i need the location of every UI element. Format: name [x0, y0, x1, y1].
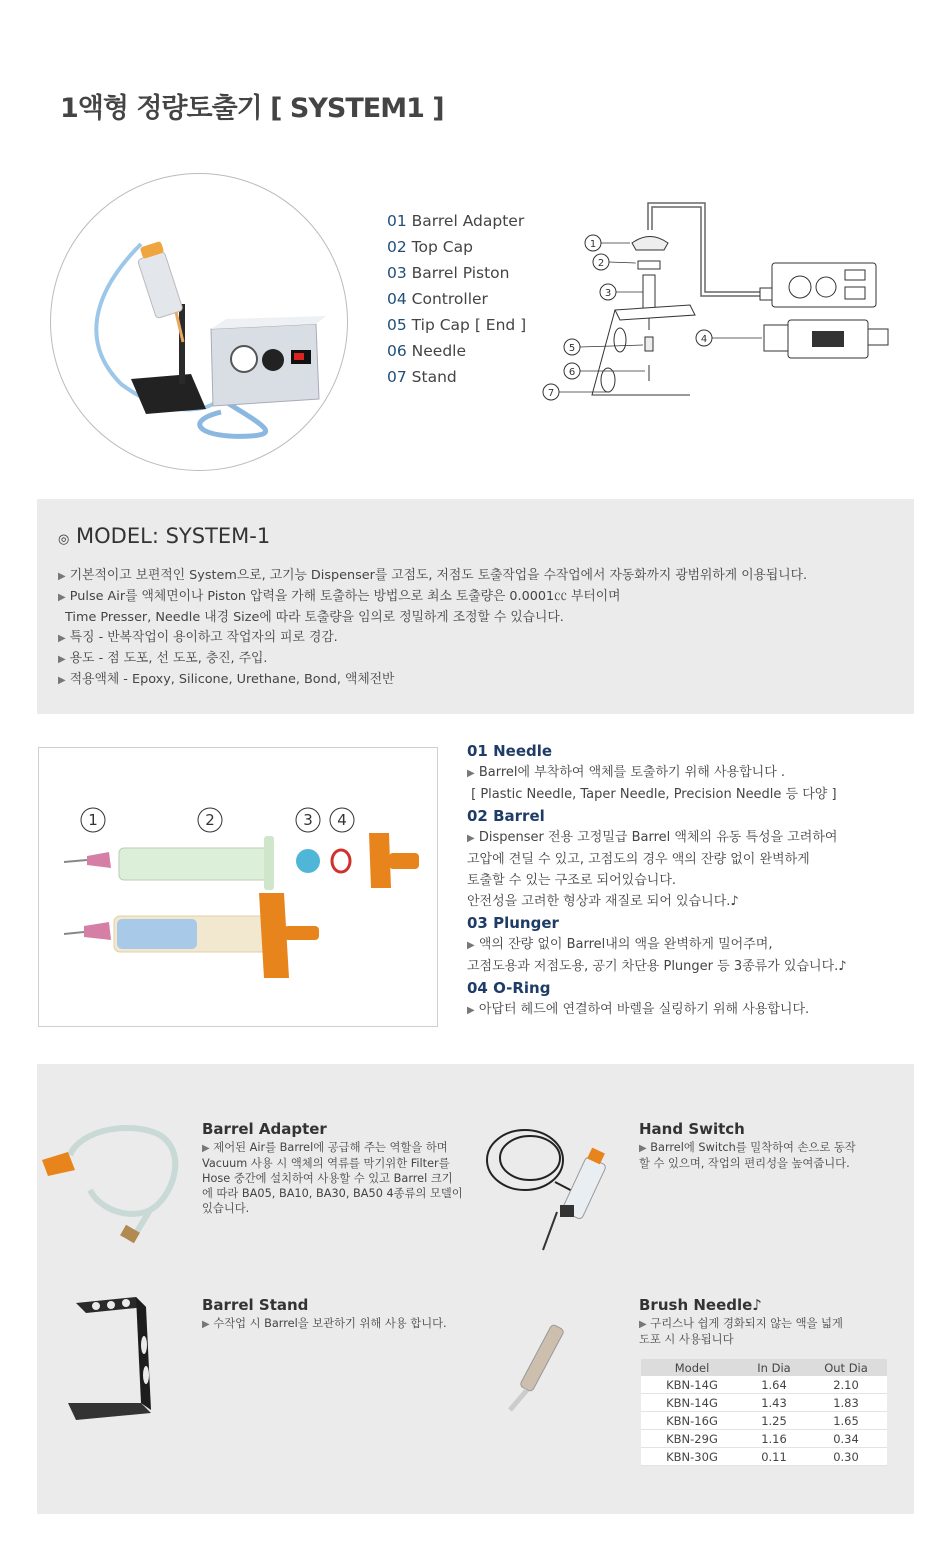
- brush-needle-table: [641, 1359, 887, 1466]
- barrel-adapter-image: [40, 1110, 190, 1254]
- system-diagram: [540, 195, 910, 424]
- table-row: KBN-14G 1.43 1.83: [641, 1394, 887, 1412]
- component-line: ▶ Barrel에 부착하여 액체를 토출하기 위해 사용합니다 .: [467, 765, 786, 780]
- component-heading: 04 O-Ring: [467, 979, 551, 997]
- component-line: 고점도용과 저점도용, 공기 차단용 Plunger 등 3종류가 있습니다.♪: [467, 959, 847, 974]
- component-number: 1: [88, 811, 98, 829]
- model-title: ◎ MODEL: SYSTEM-1: [58, 524, 271, 548]
- barrel-stand-image: [66, 1295, 166, 1429]
- barrel-adapter-text: ▶ 제어된 Air를 Barrel에 공급해 주는 역할을 하며 Vacuum 사용 시 액체의 역류를 막기위한 Filter를 Hose 중간에 설치하여 사용할 수 있고 Barrel 크기 에 따라 BA05, BA10, BA30, BA50 4종류의 모델이 있습니다.: [202, 1141, 463, 1215]
- page-title: 1액형 정량토출기 [ SYSTEM1 ]: [60, 93, 444, 124]
- diagram-label: 7: [547, 388, 555, 399]
- component-line: [ Plastic Needle, Taper Needle, Precision Needle 등 다양 ]: [471, 787, 837, 802]
- components-description: [467, 740, 917, 1021]
- component-heading: 03 Plunger: [467, 914, 559, 932]
- component-line: ▶ Dispenser 전용 고정밀급 Barrel 액체의 유동 특성을 고려하여: [467, 830, 838, 845]
- diagram-label: 1: [589, 239, 597, 250]
- model-line: ▶ 적용액체 - Epoxy, Silicone, Urethane, Bond, 액체전반: [58, 672, 395, 687]
- diagram-label: 4: [700, 334, 708, 345]
- part-item: 05 Tip Cap [ End ]: [387, 316, 527, 334]
- system-product-photo: [50, 173, 348, 471]
- table-row: KBN-14G 1.64 2.10: [641, 1376, 887, 1394]
- component-heading: 01 Needle: [467, 742, 553, 760]
- diagram-label: 5: [568, 343, 576, 354]
- diagram-label: 3: [604, 288, 612, 299]
- component-line: ▶ 액의 잔량 없이 Barrel내의 액을 완벽하게 밀어주며,: [467, 937, 773, 952]
- barrel-stand-text: ▶ 수작업 시 Barrel을 보관하기 위해 사용 합니다.: [202, 1317, 447, 1330]
- barrel-stand-title: Barrel Stand: [202, 1296, 309, 1314]
- part-item: 07 Stand: [387, 368, 457, 386]
- part-item: 03 Barrel Piston: [387, 264, 510, 282]
- table-header: Out Dia: [805, 1359, 887, 1376]
- part-item: 06 Needle: [387, 342, 467, 360]
- table-row: KBN-29G 1.16 0.34: [641, 1430, 887, 1448]
- table-row: KBN-30G 0.11 0.30: [641, 1448, 887, 1466]
- component-line: 고압에 견딜 수 있고, 고점도의 경우 액의 잔량 없이 완벽하게: [467, 852, 810, 867]
- diagram-label: 6: [568, 367, 576, 378]
- model-line: ▶ 용도 - 점 도포, 선 도포, 충진, 주입.: [58, 651, 268, 666]
- brush-needle-text: ▶ 구리스나 쉽게 경화되지 않는 액을 넓게 도포 시 사용됩니다: [639, 1317, 843, 1346]
- barrel-adapter-title: Barrel Adapter: [202, 1120, 327, 1138]
- diagram-label: 2: [597, 258, 605, 269]
- component-number: 2: [205, 811, 215, 829]
- component-heading: 02 Barrel: [467, 807, 545, 825]
- component-line: 토출할 수 있는 구조로 되어있습니다.: [467, 873, 677, 888]
- table-row: KBN-16G 1.25 1.65: [641, 1412, 887, 1430]
- model-line: Time Presser, Needle 내경 Size에 따라 토출량을 임의로 정밀하게 조정할 수 있습니다.: [65, 610, 564, 625]
- hand-switch-image: [485, 1110, 615, 1259]
- table-header: In Dia: [743, 1359, 805, 1376]
- parts-list: [387, 208, 526, 390]
- part-item: 01 Barrel Adapter: [387, 212, 525, 230]
- part-item: 02 Top Cap: [387, 238, 473, 256]
- component-line: 안전성을 고려한 형상과 재질로 되어 있습니다.♪: [467, 894, 739, 909]
- hand-switch-text: ▶ Barrel에 Switch를 밀착하여 손으로 동작 할 수 있으며, 작업의 편리성을 높여줍니다.: [639, 1141, 856, 1170]
- components-photo: [38, 747, 438, 1027]
- component-number: 3: [303, 811, 313, 829]
- model-description: [58, 566, 807, 691]
- brush-needle-image: [495, 1318, 595, 1422]
- hand-switch-title: Hand Switch: [639, 1120, 745, 1138]
- table-header: Model: [641, 1359, 743, 1376]
- model-line: ▶ 특징 - 반복작업이 용이하고 작업자의 피로 경감.: [58, 630, 338, 645]
- component-line: ▶ 아답터 헤드에 연결하여 바렐을 실링하기 위해 사용합니다.: [467, 1002, 810, 1017]
- brush-needle-title: Brush Needle♪: [639, 1296, 762, 1314]
- part-item: 04 Controller: [387, 290, 488, 308]
- model-line: ▶ 기본적이고 보편적인 System으로, 고기능 Dispenser를 고점도, 저점도 토출작업을 수작업에서 자동화까지 광범위하게 이용됩니다.: [58, 568, 808, 583]
- model-line: ▶ Pulse Air를 액체면이나 Piston 압력을 가해 토출하는 방법으로 최소 토출량은 0.0001㏄ 부터이며: [58, 589, 621, 604]
- component-number: 4: [337, 811, 347, 829]
